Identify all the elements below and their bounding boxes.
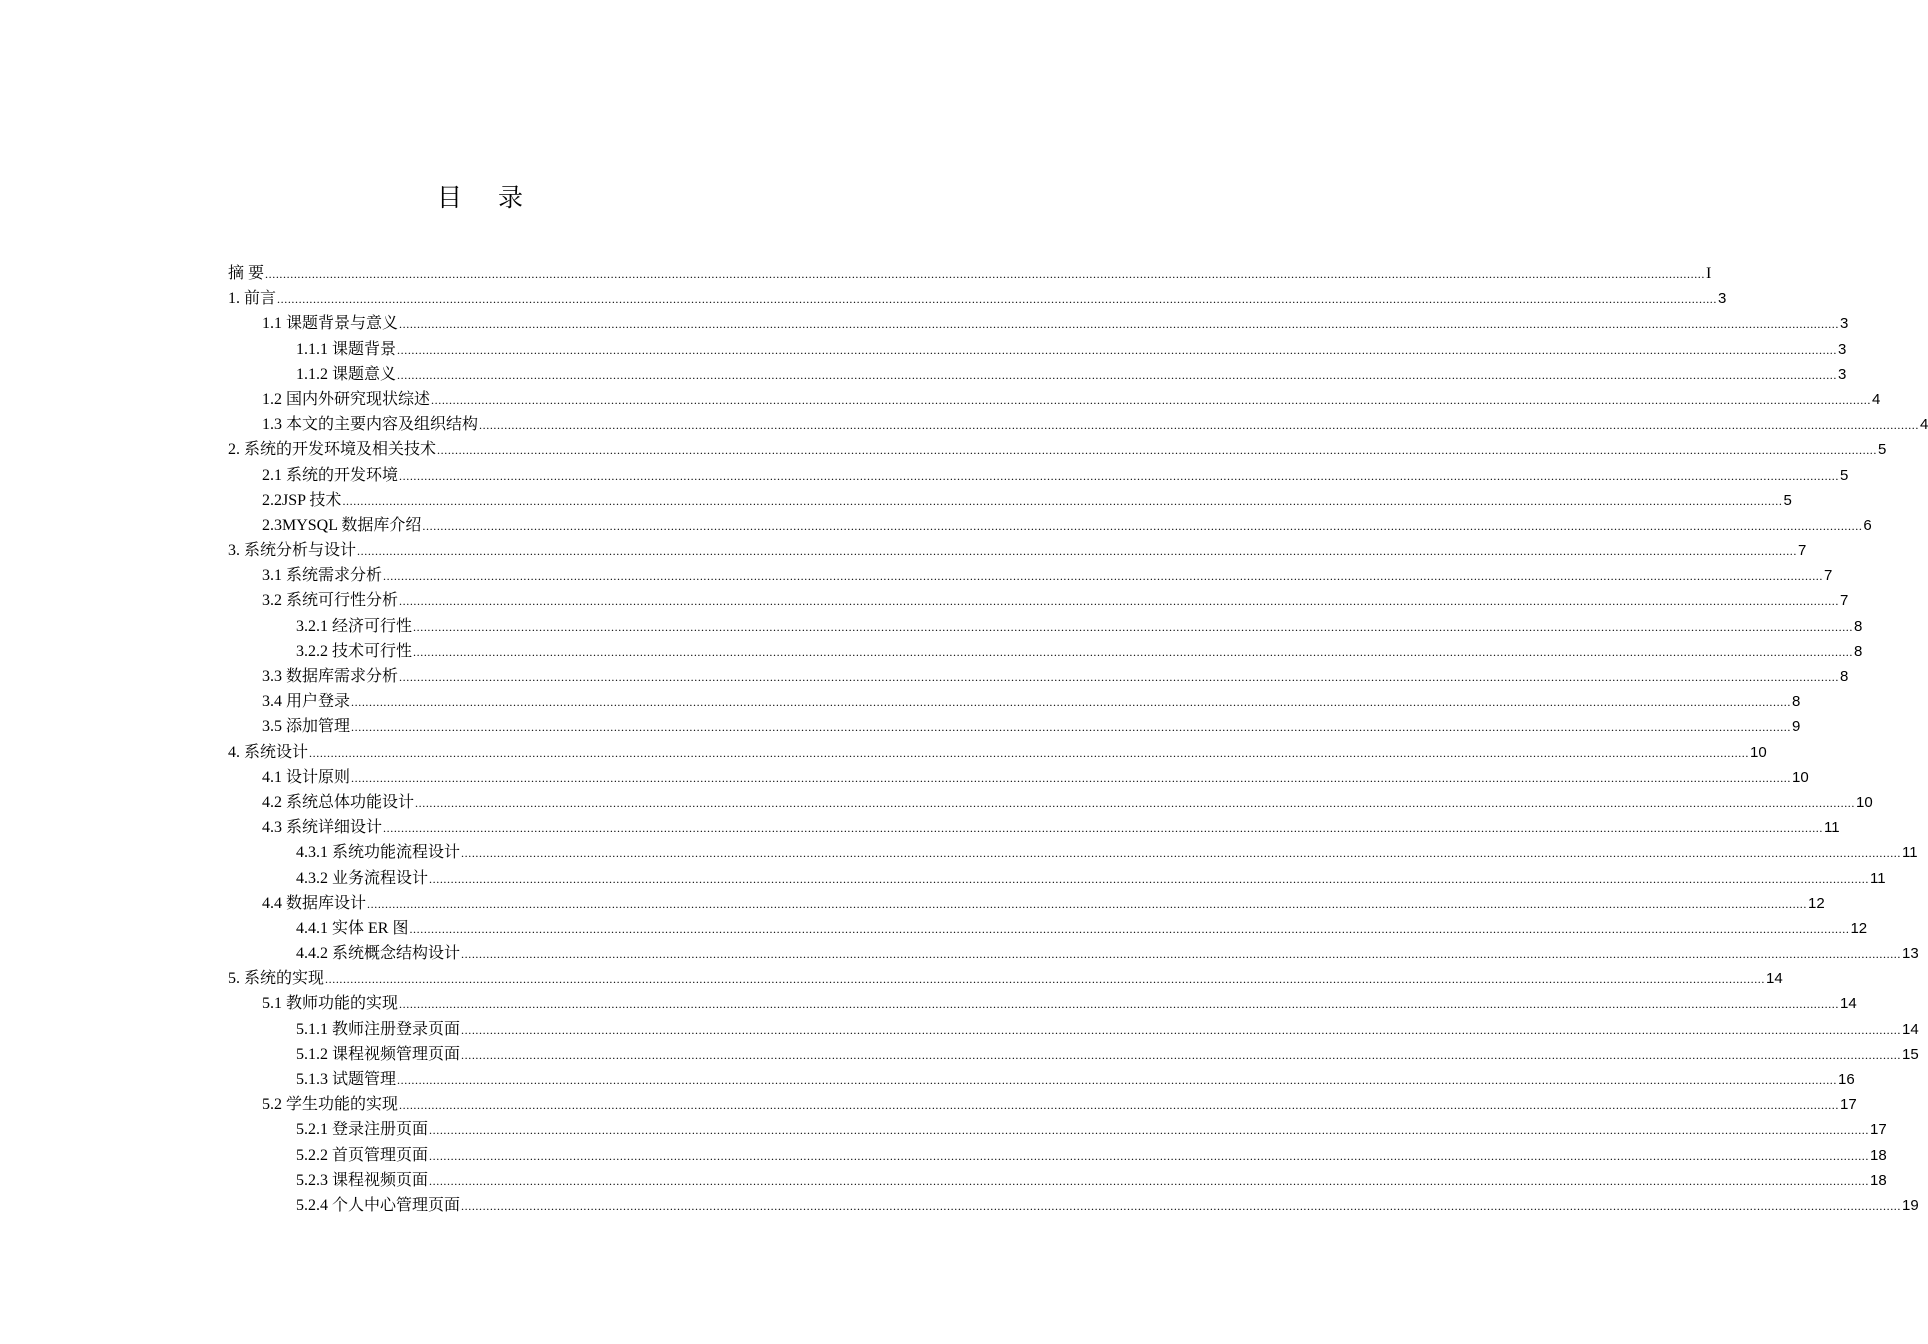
toc-entry-label: 5.2.3 课程视频页面	[296, 1171, 429, 1189]
toc-entry-label: 5.2.4 个人中心管理页面	[296, 1196, 461, 1214]
toc-entry-page-number: 17	[1870, 1121, 1887, 1139]
toc-entry-page-number: 5	[1878, 441, 1887, 459]
toc-entry[interactable]	[228, 991, 1857, 1016]
toc-entry-label: 5.1.1 教师注册登录页面	[296, 1020, 461, 1038]
toc-entry[interactable]	[228, 664, 1849, 689]
toc-dot-leader: ................................................................................................................................................................................................................................................................................................................................................................................................................	[351, 695, 1792, 710]
toc-entry-label: 摘 要	[228, 265, 265, 282]
toc-entry-page-number: 18	[1870, 1171, 1887, 1189]
toc-entry-page-number: 16	[1838, 1071, 1855, 1088]
toc-entry[interactable]	[228, 1092, 1857, 1117]
toc-entry-page-number: 3	[1838, 340, 1847, 358]
toc-entry-page-number: 4	[1872, 390, 1881, 408]
toc-entry-page-number: 12	[1808, 894, 1825, 912]
toc-entry-label: 4. 系统设计	[228, 743, 309, 761]
toc-entry-page-number: 14	[1766, 970, 1783, 988]
toc-dot-leader: ................................................................................................................................................................................................................................................................................................................................................................................................................	[461, 1022, 1902, 1037]
toc-entry-label: 5.1.2 课程视频管理页面	[296, 1045, 461, 1063]
toc-entry-label: 4.3.1 系统功能流程设计	[296, 844, 461, 862]
toc-entry-label: 3.2 系统可行性分析	[262, 592, 399, 610]
toc-entry[interactable]	[228, 790, 1873, 815]
toc-entry-page-number: 12	[1850, 919, 1868, 937]
toc-entry[interactable]	[228, 966, 1783, 991]
table-of-contents	[228, 261, 1928, 1218]
toc-dot-leader: ................................................................................................................................................................................................................................................................................................................................................................................................................	[351, 720, 1792, 735]
toc-entry-label: 1.1.2 课题意义	[296, 365, 397, 383]
toc-entry-label: 3.1 系统需求分析	[262, 567, 383, 585]
toc-entry-label: 5.2 学生功能的实现	[262, 1096, 399, 1114]
toc-dot-leader: ................................................................................................................................................................................................................................................................................................................................................................................................................	[409, 921, 1850, 936]
toc-dot-leader: ................................................................................................................................................................................................................................................................................................................................................................................................................	[399, 594, 1840, 609]
toc-entry-page-number: 9	[1792, 718, 1801, 736]
toc-entry-label: 4.2 系统总体功能设计	[262, 793, 415, 811]
toc-entry-label: 2.1 系统的开发环境	[262, 466, 399, 484]
toc-entry[interactable]	[228, 387, 1881, 412]
toc-entry-page-number: 10	[1750, 743, 1767, 761]
toc-dot-leader: ................................................................................................................................................................................................................................................................................................................................................................................................................	[325, 972, 1766, 987]
toc-entry-page-number: 3	[1840, 315, 1849, 333]
toc-entry-label: 4.4.2 系统概念结构设计	[296, 945, 461, 963]
toc-entry-label: 5.1.3 试题管理	[296, 1071, 397, 1088]
toc-dot-leader: ................................................................................................................................................................................................................................................................................................................................................................................................................	[399, 670, 1840, 684]
toc-entry-label: 1.1 课题背景与意义	[262, 315, 399, 333]
toc-dot-leader: ................................................................................................................................................................................................................................................................................................................................................................................................................	[461, 1198, 1902, 1213]
toc-dot-leader: ................................................................................................................................................................................................................................................................................................................................................................................................................	[413, 619, 1854, 634]
toc-entry[interactable]	[228, 714, 1801, 739]
toc-entry-label: 4.3 系统详细设计	[262, 819, 383, 837]
toc-entry[interactable]	[228, 815, 1840, 840]
toc-dot-leader: ................................................................................................................................................................................................................................................................................................................................................................................................................	[461, 947, 1902, 962]
toc-entry-page-number: 15	[1902, 1045, 1919, 1063]
toc-entry-label: 1.1.1 课题背景	[296, 340, 397, 358]
toc-dot-leader: ................................................................................................................................................................................................................................................................................................................................................................................................................	[399, 1098, 1840, 1113]
toc-entry-label: 3.2.1 经济可行性	[296, 617, 413, 635]
toc-dot-leader: ................................................................................................................................................................................................................................................................................................................................................................................................................	[437, 443, 1878, 458]
toc-entry[interactable]	[228, 286, 1727, 311]
toc-entry-page-number: 19	[1902, 1196, 1919, 1214]
toc-entry-page-number: 8	[1854, 617, 1863, 635]
toc-entry-page-number: 7	[1798, 542, 1807, 560]
toc-entry-page-number: 11	[1824, 819, 1840, 837]
toc-entry-label: 5. 系统的实现	[228, 970, 325, 988]
toc-entry-page-number: 4	[1920, 416, 1928, 434]
toc-entry[interactable]	[228, 1017, 1919, 1042]
toc-entry-page-number: 7	[1824, 567, 1833, 585]
toc-entry[interactable]	[228, 1042, 1919, 1067]
toc-entry-page-number: 5	[1783, 491, 1792, 509]
toc-entry[interactable]	[228, 891, 1825, 916]
toc-entry-page-number: 6	[1863, 516, 1872, 534]
toc-dot-leader: ................................................................................................................................................................................................................................................................................................................................................................................................................	[383, 569, 1824, 584]
toc-dot-leader: ................................................................................................................................................................................................................................................................................................................................................................................................................	[461, 1047, 1902, 1062]
toc-dot-leader: ................................................................................................................................................................................................................................................................................................................................................................................................................	[277, 292, 1718, 307]
toc-entry[interactable]	[228, 916, 1868, 941]
toc-entry-page-number: 3	[1838, 365, 1847, 383]
toc-entry-label: 3.2.2 技术可行性	[296, 642, 413, 660]
toc-entry-label: 4.4 数据库设计	[262, 894, 367, 912]
toc-entry-label: 5.2.1 登录注册页面	[296, 1121, 429, 1139]
toc-dot-leader: ................................................................................................................................................................................................................................................................................................................................................................................................................	[413, 644, 1854, 659]
toc-dot-leader: ................................................................................................................................................................................................................................................................................................................................................................................................................	[309, 745, 1750, 760]
toc-entry-page-number: 17	[1840, 1096, 1857, 1114]
toc-entry-page-number: 5	[1840, 466, 1849, 484]
toc-dot-leader: ................................................................................................................................................................................................................................................................................................................................................................................................................	[399, 997, 1840, 1012]
toc-dot-leader: ................................................................................................................................................................................................................................................................................................................................................................................................................	[399, 468, 1840, 483]
toc-entry-label: 4.4.1 实体 ER 图	[296, 919, 409, 937]
toc-entry-label: 4.1 设计原则	[262, 768, 351, 786]
toc-dot-leader: ................................................................................................................................................................................................................................................................................................................................................................................................................	[429, 1173, 1870, 1188]
toc-dot-leader: ................................................................................................................................................................................................................................................................................................................................................................................................................	[429, 1123, 1870, 1138]
toc-entry[interactable]	[228, 337, 1847, 362]
toc-entry-label: 4.3.2 业务流程设计	[296, 869, 429, 887]
toc-entry[interactable]	[228, 941, 1919, 966]
toc-entry[interactable]	[228, 1193, 1919, 1218]
toc-entry[interactable]	[228, 689, 1801, 714]
toc-entry-label: 1. 前言	[228, 290, 277, 308]
toc-entry-page-number: 3	[1718, 290, 1727, 308]
toc-entry[interactable]	[228, 311, 1849, 336]
toc-dot-leader: ................................................................................................................................................................................................................................................................................................................................................................................................................	[397, 367, 1838, 382]
toc-entry[interactable]	[228, 639, 1863, 664]
toc-entry-page-number: 14	[1902, 1020, 1919, 1038]
toc-entry-page-number: I	[1706, 265, 1712, 282]
toc-entry-label: 3. 系统分析与设计	[228, 542, 357, 560]
toc-entry[interactable]	[228, 563, 1833, 588]
toc-entry[interactable]	[228, 840, 1918, 865]
toc-entry[interactable]	[228, 588, 1849, 613]
toc-entry-label: 3.4 用户登录	[262, 693, 351, 711]
toc-entry-label: 2.3MYSQL 数据库介绍	[262, 516, 422, 534]
toc-dot-leader: ................................................................................................................................................................................................................................................................................................................................................................................................................	[342, 493, 1783, 508]
toc-entry-page-number: 11	[1870, 869, 1886, 887]
toc-dot-leader: ................................................................................................................................................................................................................................................................................................................................................................................................................	[351, 770, 1792, 785]
toc-dot-leader: ................................................................................................................................................................................................................................................................................................................................................................................................................	[422, 518, 1863, 533]
toc-dot-leader: ................................................................................................................................................................................................................................................................................................................................................................................................................	[415, 795, 1856, 810]
toc-entry[interactable]	[228, 866, 1886, 891]
toc-entry-page-number: 8	[1840, 668, 1849, 685]
toc-entry[interactable]	[228, 1067, 1855, 1092]
toc-entry-label: 2. 系统的开发环境及相关技术	[228, 441, 437, 459]
toc-entry[interactable]	[228, 463, 1849, 488]
toc-entry[interactable]	[228, 1143, 1887, 1168]
toc-entry-page-number: 18	[1870, 1146, 1887, 1164]
toc-dot-leader: ................................................................................................................................................................................................................................................................................................................................................................................................................	[429, 871, 1870, 886]
toc-dot-leader: ................................................................................................................................................................................................................................................................................................................................................................................................................	[397, 342, 1838, 357]
toc-dot-leader: ................................................................................................................................................................................................................................................................................................................................................................................................................	[429, 1148, 1870, 1163]
toc-entry[interactable]	[228, 261, 1712, 286]
toc-entry[interactable]	[228, 1117, 1887, 1142]
toc-entry[interactable]	[228, 412, 1928, 437]
toc-dot-leader: ................................................................................................................................................................................................................................................................................................................................................................................................................	[479, 418, 1920, 433]
toc-entry-label: 5.1 教师功能的实现	[262, 995, 399, 1013]
toc-entry[interactable]	[228, 614, 1863, 639]
toc-entry[interactable]	[228, 538, 1807, 563]
toc-entry[interactable]	[228, 362, 1847, 387]
toc-dot-leader: ................................................................................................................................................................................................................................................................................................................................................................................................................	[357, 544, 1798, 559]
toc-entry-page-number: 10	[1856, 793, 1873, 811]
toc-entry[interactable]	[228, 488, 1792, 513]
toc-dot-leader: ................................................................................................................................................................................................................................................................................................................................................................................................................	[383, 821, 1824, 836]
toc-entry-page-number: 10	[1792, 768, 1809, 786]
toc-entry-page-number: 14	[1840, 995, 1857, 1013]
toc-entry[interactable]	[228, 437, 1887, 462]
toc-entry[interactable]	[228, 513, 1872, 538]
toc-dot-leader: ................................................................................................................................................................................................................................................................................................................................................................................................................	[431, 392, 1872, 407]
toc-entry-label: 3.3 数据库需求分析	[262, 668, 399, 685]
toc-entry-page-number: 8	[1792, 693, 1801, 711]
toc-entry[interactable]	[228, 765, 1809, 790]
page-title: 目 录	[437, 183, 537, 212]
toc-entry-page-number: 7	[1840, 592, 1849, 610]
toc-dot-leader: ................................................................................................................................................................................................................................................................................................................................................................................................................	[461, 846, 1902, 861]
toc-entry-page-number: 11	[1902, 844, 1918, 862]
toc-entry-label: 5.2.2 首页管理页面	[296, 1146, 429, 1164]
toc-entry-page-number: 13	[1902, 945, 1919, 963]
toc-entry-label: 3.5 添加管理	[262, 718, 351, 736]
toc-entry[interactable]	[228, 1168, 1887, 1193]
toc-dot-leader: ................................................................................................................................................................................................................................................................................................................................................................................................................	[399, 317, 1840, 332]
toc-dot-leader: ................................................................................................................................................................................................................................................................................................................................................................................................................	[265, 267, 1706, 281]
toc-dot-leader: ................................................................................................................................................................................................................................................................................................................................................................................................................	[397, 1073, 1838, 1087]
toc-entry-page-number: 8	[1854, 642, 1863, 660]
toc-entry-label: 1.2 国内外研究现状综述	[262, 390, 431, 408]
toc-dot-leader: ................................................................................................................................................................................................................................................................................................................................................................................................................	[367, 896, 1808, 911]
toc-entry-label: 2.2JSP 技术	[262, 491, 342, 509]
toc-entry-label: 1.3 本文的主要内容及组织结构	[262, 416, 479, 434]
toc-entry[interactable]	[228, 740, 1767, 765]
